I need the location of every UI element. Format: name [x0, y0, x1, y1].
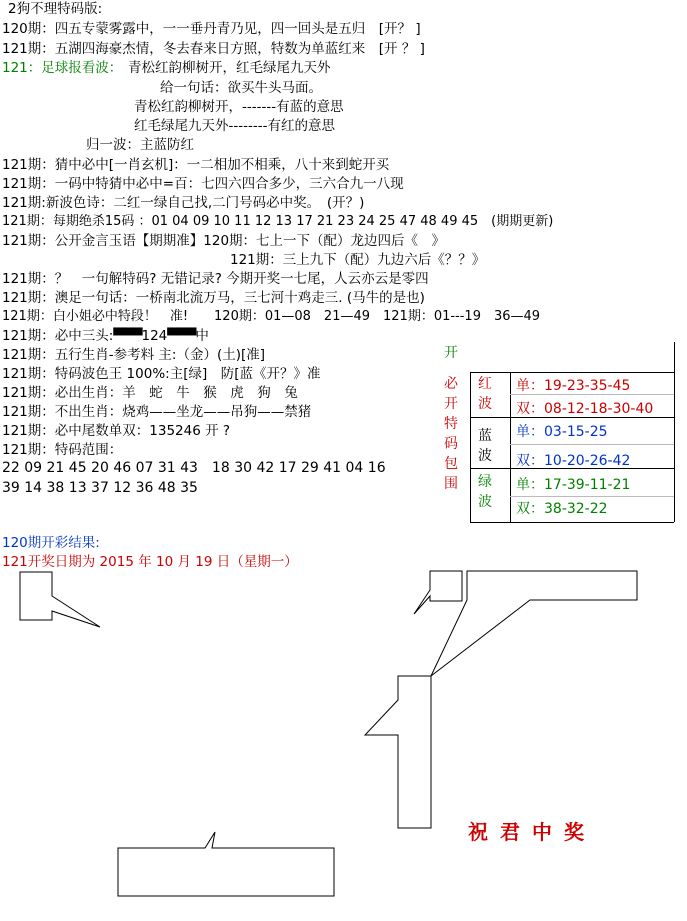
bubble-bottom: [118, 832, 334, 896]
result-title-text: 120期开彩结果:: [2, 535, 100, 551]
line-low-2: 121期：必出生肖：羊 蛇 牛 猴 虎 狗 兔: [2, 385, 298, 401]
table-sub-rule-2: [510, 444, 674, 445]
sanzhong-prefix: 121期：必中三头:: [2, 328, 114, 344]
table-right-border-top: [674, 342, 675, 372]
line-mid-3: 121期：每期绝杀15码 ：01 04 09 10 11 12 13 17 21 23 24 25 47 48 49 45 (期期更新): [2, 214, 554, 229]
table-open-label: 开: [444, 345, 458, 361]
table-top-rule: [470, 372, 674, 373]
result-title: [2, 534, 100, 552]
red-wave-label: 红波: [478, 376, 492, 412]
bubble-left: [20, 572, 100, 627]
line-mid-1: 121期：一码中特猜中必中=百：七四六四合多少，三六合九一八现: [2, 176, 404, 192]
line-121-riddle: 121期：五湖四海豪杰情，冬去春来日方照，特数为单蓝红来 [开 ？ ]: [2, 41, 425, 57]
blessing-text: 祝君中奖: [468, 820, 596, 844]
football-line-4: 红毛绿尾九天外--------有红的意思: [134, 118, 335, 134]
line-mid-7: 121期：澳足一句话：一桥南北流万马，三七河十鸡走三. (马牛的是也): [2, 290, 425, 306]
table-left-label: 必开特码包围: [444, 376, 458, 492]
table-sub-rule-3: [510, 496, 674, 497]
bars-right: ▀▀▀: [167, 328, 196, 344]
blue-even-numbers: 双：10-20-26-42: [516, 453, 631, 469]
sanzhong-suffix: 中: [195, 328, 209, 344]
blue-wave-label: 蓝波: [478, 428, 492, 464]
table-left-divider: [470, 372, 471, 522]
line-low-4: 121期：必中尾数单双：135246 开 ?: [2, 423, 231, 439]
green-odd-numbers: 单：17-39-11-21: [516, 477, 631, 493]
line-low-1: 121期：特码波色王 100%:主[绿] 防[蓝《开？》准: [2, 366, 321, 382]
line-mid-0: 121期：猜中必中[一肖玄机]：一二相加不相乘，八十来到蛇开买: [2, 157, 390, 173]
blue-odd-numbers: 单：03-15-25: [516, 424, 608, 440]
line-mid-6: 121期：？ 一句解特码? 无错记录? 今期开奖一七尾，人云亦云是零四: [2, 271, 429, 287]
line-mid-8: 121期：白小姐必中特段！ 准! 120期：01—08 21—49 121期：01---19 36—49: [2, 309, 541, 324]
football-line-5: 归一波：主蓝防红: [86, 137, 194, 153]
bars-left: ▀▀▀: [113, 328, 142, 344]
line-low-5: 121期：特码范围：: [2, 442, 123, 458]
line-120-riddle: 120期：四五专蒙雾露中，一一垂丹青乃见，四一回头是五归 [开？ ]: [2, 21, 421, 37]
line-sanzhong: [2, 327, 209, 345]
line-mid-4: 121期：公开金言玉语【期期准】120期：七上一下（配）龙边四后《 》: [2, 233, 446, 249]
range-numbers-2: 39 14 38 13 37 12 36 48 35: [2, 480, 198, 496]
page-header: 2狗不理特码版:: [8, 1, 103, 17]
table-bottom-rule: [470, 522, 674, 523]
sanzhong-mid: 124: [141, 328, 168, 344]
red-odd-numbers: 单：19-23-35-45: [516, 378, 631, 394]
bubble-small: [414, 571, 462, 614]
green-wave-label: 绿波: [478, 474, 492, 510]
line-low-3: 121期：不出生肖：烧鸡——坐龙——吊狗——禁猪: [2, 404, 312, 420]
special-code-table: [434, 338, 678, 524]
line-low-0: 121期：五行生肖-参考料 主:（金）(土)[准]: [2, 347, 266, 363]
green-even-numbers: 双：38-32-22: [516, 501, 608, 517]
football-line-1: 青松红韵柳树开，红毛绿尾九天外: [128, 60, 331, 76]
bubble-tall: [365, 676, 431, 828]
football-line-2: 给一句话：欲买牛头马面。: [160, 80, 322, 96]
line-mid-5: 121期：三上九下（配）九边六后《？？》: [230, 252, 486, 268]
table-right-border: [674, 372, 675, 522]
line-mid-2: 121期:新波色诗：二红一绿自己找,二门号码必中奖。 (开？): [2, 195, 365, 211]
football-line-3: 青松红韵柳树开，-------有蓝的意思: [134, 99, 344, 115]
football-prefix: 121：足球报看波：: [2, 60, 123, 76]
range-numbers-1: 22 09 21 45 20 46 07 31 43 18 30 42 17 29 41 04 16: [2, 460, 386, 476]
bubble-wide: [431, 571, 637, 676]
red-even-numbers: 双：08-12-18-30-40: [516, 401, 654, 417]
result-date: 121开奖日期为 2015 年 10 月 19 日（星期一）: [2, 554, 298, 570]
